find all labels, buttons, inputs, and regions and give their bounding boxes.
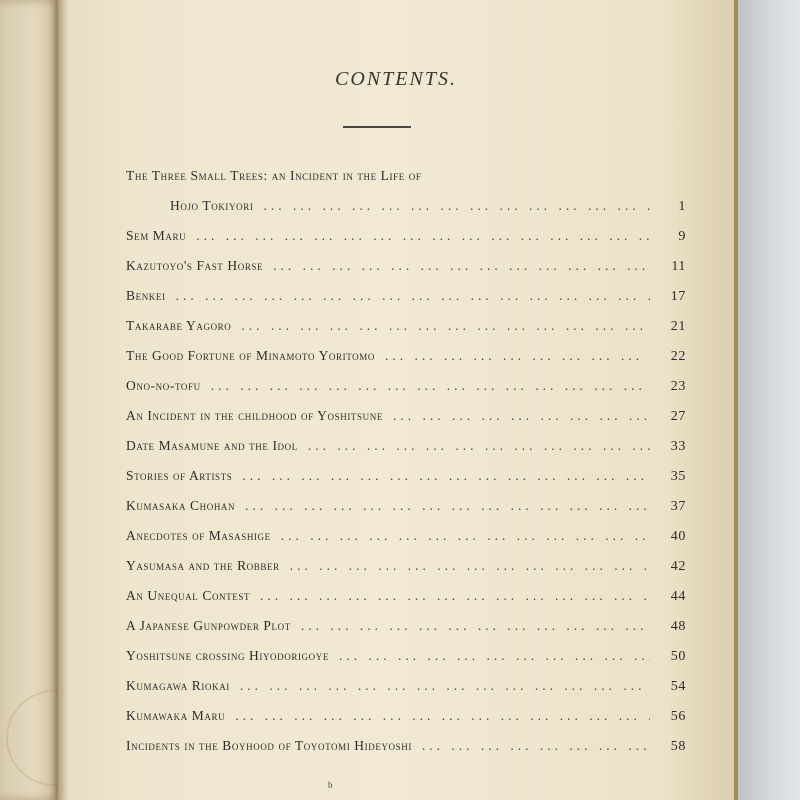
toc-entry (126, 738, 686, 768)
toc-entry-title: An Incident in the childhood of Yoshitsune (126, 408, 383, 423)
toc-leader-dots (281, 528, 650, 544)
toc-leader-dots (211, 378, 650, 394)
toc-page-number: 48 (670, 619, 686, 634)
toc-page-number: 22 (670, 349, 686, 364)
toc-leader-dots (263, 198, 650, 214)
toc-leader-dots (308, 438, 650, 454)
title-rule (343, 126, 411, 128)
toc-entry (126, 408, 686, 438)
toc-entry-title: Anecdotes of Masashige (126, 528, 271, 543)
toc-entry (126, 198, 686, 228)
toc-leader-dots (242, 468, 650, 484)
toc-page-number: 35 (670, 469, 686, 484)
toc-page-number: 56 (670, 709, 686, 724)
toc-page-number: 54 (670, 679, 686, 694)
toc-entry-title: Yoshitsune crossing Hiyodorigoye (126, 648, 329, 663)
toc-leader-dots (260, 588, 650, 604)
toc-page-number: 9 (678, 229, 686, 244)
toc-page-number: 50 (670, 649, 686, 664)
toc-leader-dots (245, 498, 650, 514)
toc-entry-title: The Three Small Trees: an Incident in the Life of (126, 168, 422, 183)
toc-entry (126, 348, 686, 378)
toc-entry (126, 228, 686, 258)
toc-leader-dots (196, 228, 650, 244)
toc-entry (126, 588, 686, 618)
toc-leader-dots (241, 318, 650, 334)
toc-entry-title: Sem Maru (126, 228, 187, 243)
toc-entry-title: Date Masamune and the Idol (126, 438, 298, 453)
toc-entry-title: Stories of Artists (126, 468, 233, 483)
toc-page-number: 17 (670, 289, 686, 304)
toc-page-number: 40 (670, 529, 686, 544)
toc-entry-title: Kazutoyo's Fast Horse (126, 258, 264, 273)
toc-leader-dots (273, 258, 650, 274)
toc-entry-title: Kumagawa Riokai (126, 678, 230, 693)
toc-leader-dots (422, 738, 650, 754)
background-surface (730, 0, 800, 800)
toc-leader-dots (393, 408, 650, 424)
toc-page-number: 11 (671, 259, 686, 274)
toc-page-number: 23 (670, 379, 686, 394)
toc-entry-title: Benkei (126, 288, 166, 303)
toc-entry-title: Kumasaka Chohan (126, 498, 236, 513)
toc-entry (126, 498, 686, 528)
toc-entry (126, 378, 686, 408)
toc-entry (126, 318, 686, 348)
toc-entry-title: Kumawaka Maru (126, 708, 226, 723)
toc-entry-title: Incidents in the Boyhood of Toyotomi Hideyoshi (126, 738, 412, 753)
toc-entry (126, 708, 686, 738)
toc-entry-title: An Unequal Contest (126, 588, 251, 603)
toc-page-number: 33 (670, 439, 686, 454)
toc-entry (126, 618, 686, 648)
toc-entry-title: Takarabe Yagoro (126, 318, 232, 333)
signature-mark: b (328, 780, 333, 790)
left-page-edge (0, 0, 62, 800)
page-gutter (58, 0, 68, 800)
toc-page-number: 58 (670, 739, 686, 754)
toc-entry-title: Ono-no-tofu (126, 378, 201, 393)
toc-entry (126, 288, 686, 318)
toc-leader-dots (301, 618, 650, 634)
toc-page-number: 27 (670, 409, 686, 424)
toc-entry (126, 438, 686, 468)
toc-entry-title: The Good Fortune of Minamoto Yoritomo (126, 348, 375, 363)
toc-page-number: 37 (670, 499, 686, 514)
toc-entry (126, 468, 686, 498)
toc-page-number: 44 (670, 589, 686, 604)
toc-entry (126, 678, 686, 708)
toc-entry (126, 258, 686, 288)
toc-leader-dots (339, 648, 650, 664)
page-edge (734, 0, 738, 800)
toc-entry-title: Hojo Tokiyori (170, 198, 254, 213)
toc-entry (126, 168, 686, 198)
toc-leader-dots (290, 558, 650, 574)
toc-page-number: 21 (670, 319, 686, 334)
toc-entry (126, 648, 686, 678)
toc-leader-dots (235, 708, 650, 724)
toc-entry-title: A Japanese Gunpowder Plot (126, 618, 291, 633)
toc-leader-dots (385, 348, 650, 364)
toc-leader-dots (176, 288, 650, 304)
table-of-contents (126, 168, 686, 768)
toc-page-number: 1 (678, 199, 686, 214)
toc-leader-dots (240, 678, 650, 694)
toc-entry (126, 528, 686, 558)
page-title: CONTENTS. (335, 68, 457, 90)
toc-entry-title: Yasumasa and the Robber (126, 558, 280, 573)
book-page (58, 0, 734, 800)
toc-entry (126, 558, 686, 588)
toc-page-number: 42 (670, 559, 686, 574)
